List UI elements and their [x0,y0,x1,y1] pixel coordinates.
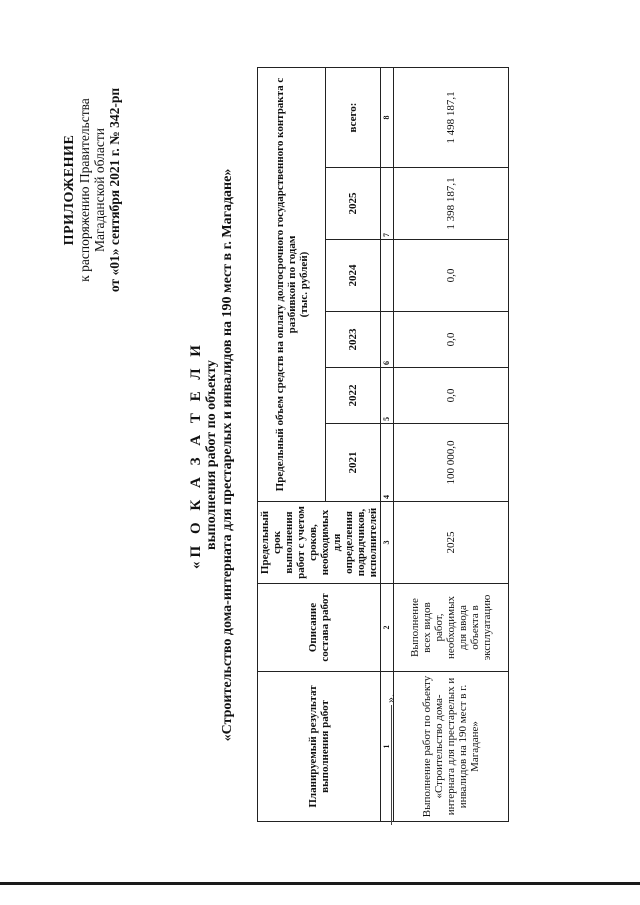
cell-total: 1 498 187,1 [394,68,509,168]
header-year-2023: 2023 [326,312,381,368]
cell-deadline: 2025 [394,502,509,584]
header-year-2024: 2024 [326,240,381,312]
header-description: Описание состава работ [258,584,381,672]
cell-2025: 1 398 187,1 [394,168,509,240]
column-number-7: 7 [381,168,394,240]
closing-line [391,705,392,825]
closing-mark [383,694,398,825]
appendix-line-1: к распоряжению Правительства [77,98,92,282]
appendix-line-2: Магаданской области [92,128,107,252]
appendix-block [62,25,122,355]
header-year-2022: 2022 [326,368,381,424]
column-number-8: 8 [381,68,394,168]
header-year-2025: 2025 [326,168,381,240]
cell-description: Выполнение всех видов работ, необходимых для ввода объекта в эксплуатацию [394,584,509,672]
cell-2021: 100 000,0 [394,424,509,502]
header-funding-group [258,68,326,502]
column-number-4: 4 [381,424,394,502]
heading-subtitle: выполнения работ по объекту [204,360,219,550]
scan-edge-band [0,882,640,885]
appendix-line-3: от «01» сентября 2021 г. № 342-рп [107,87,122,293]
cell-result: Выполнение работ по объекту «Строительство дома-интерната для престарелых и инвалидов на 190 мест в г. Магадане» [394,672,509,822]
cell-2022: 0,0 [394,368,509,424]
cell-2024: 0,0 [394,240,509,312]
heading-title: «П О К А З А Т Е Л И [188,341,204,569]
column-number-5: 5 [381,368,394,424]
header-funding-text: Предельный объем средств на оплату долгосрочного государственного контракта с разбивкой по годам [273,77,298,492]
closing-quote: ». [383,694,397,703]
header-total: всего: [326,68,381,168]
cell-2023: 0,0 [394,312,509,368]
table-row [394,68,509,822]
column-number-7-spacer [381,240,394,312]
heading-object: «Строительство дома-интерната для престарелых и инвалидов на 190 мест в г. Магадане» [220,168,235,742]
header-planned-result: Планируемый результат выполнения работ [258,672,381,822]
column-number-3: 3 [381,502,394,584]
column-number-6: 6 [381,312,394,368]
column-number-1: 1 [381,672,394,822]
header-deadline: Предельный срок выполнения работ с учетом сроков, необходимых для определения подрядчиков, исполнителей [258,502,381,584]
appendix-title: ПРИЛОЖЕНИЕ [62,134,77,246]
document-heading [188,155,236,755]
column-number-2: 2 [381,584,394,672]
header-year-2021: 2021 [326,424,381,502]
header-funding-unit: (тыс. рублей) [297,251,310,318]
